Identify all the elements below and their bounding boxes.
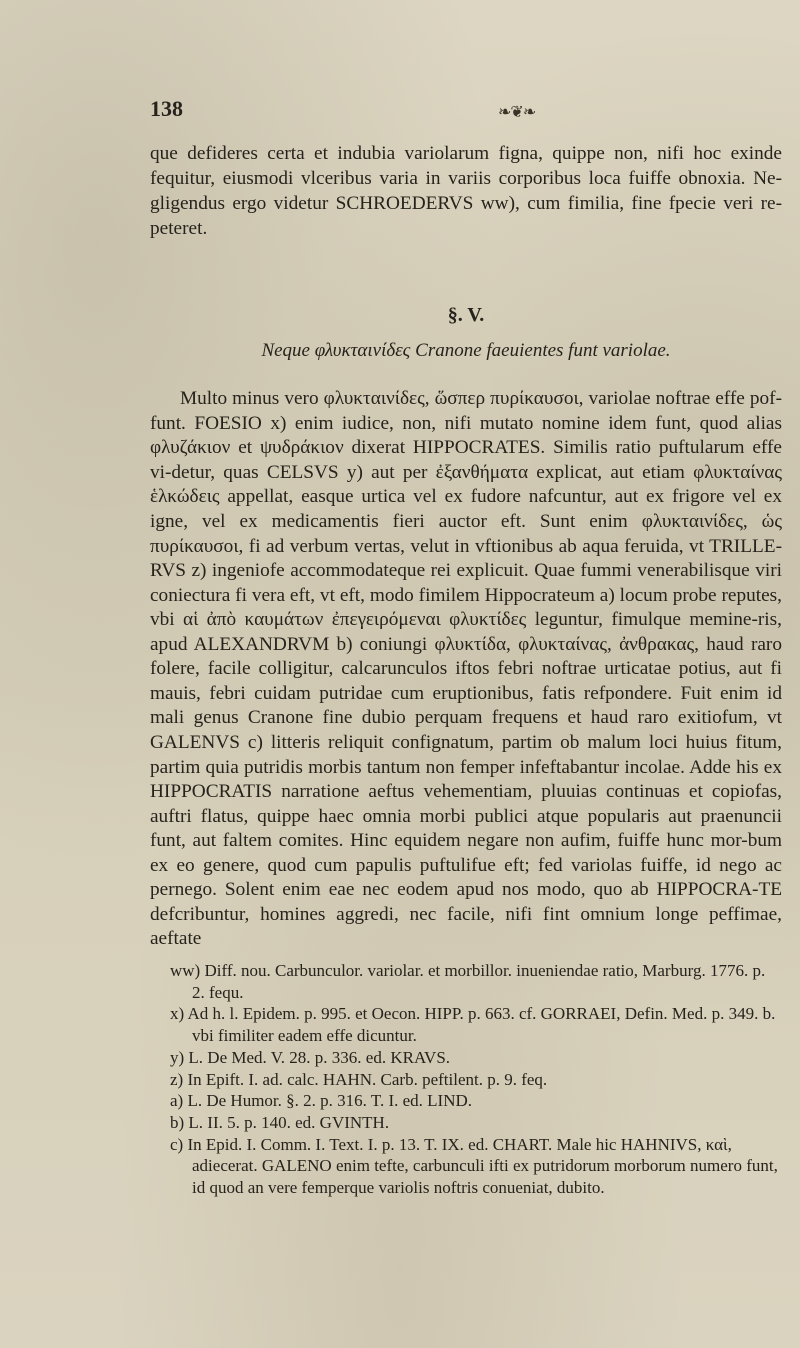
footnote: x) Ad h. l. Epidem. p. 995. et Oecon. HIPP. p. 663. cf. GORRAEI, Defin. Med. p. 349. b. vbi fimiliter eadem effe dicuntur. — [170, 1004, 776, 1046]
footnote: c) In Epid. I. Comm. I. Text. I. p. 13. T. IX. ed. CHART. Male hic HAHNIVS, καὶ, adiecerat. GALENO enim tefte, carbunculi ifti ex putridorum morborum numero funt, id quod an vere femperque variolis noftris conueniat, dubito. — [170, 1134, 778, 1198]
footnote: z) In Epift. I. ad. calc. HAHN. Carb. peftilent. p. 9. feq. — [170, 1069, 548, 1089]
intro-paragraph — [150, 142, 782, 242]
section-number: §. V. — [447, 304, 485, 326]
page-header — [150, 96, 770, 126]
section-body-text: Multo minus vero φλυκταινίδες, ὥσπερ πυρίκαυσοι, variolae noftrae effe pof-funt. FOESIO x) enim iudice, non, nifi mutato nomine idem funt, quod alias φλυζάκιον et ψυδράκιον dixerat HIPPOCRATES. Similis ratio puftularum effe vi-detur, quas CELSVS y) aut per ἐξανθήματα explicat, aut etiam φλυκταίνας ἑλκώδεις appellat, easque urtica vel ex fudore nafcuntur, aut ex frigore vel ex igne, vel ex medicamentis fieri auctor eft. Sunt enim φλυκταινίδες, ὡς πυρίκαυσοι, fi ad verbum vertas, velut in vftionibus ab aqua feruida, vt TRILLE-RVS z) ingeniofe accommodateque rei explicuit. Quae fummi venerabilisque viri coniectura fi vera eft, vt eft, modo fimilem Hippocrateum a) locum probe reputes, vbi αἱ ἀπὸ καυμάτων ἐπεγειρόμεναι φλυκτίδες leguntur, fimulque memine-ris, apud ALEXANDRVM b) coniungi φλυκτίδα, φλυκταίνας, ἀνθρακας, haud raro folere, facile colligitur, calcarunculos iftos febri noftrae urticatae potius, aut fi mauis, febri cuidam putridae cum eruptionibus, fatis refpondere. Fuit enim id mali genus Cranone fine dubio perquam frequens et haud raro exitiofum, vt GALENVS c) litteris reliquit confignatum, partim ob malum loci huius fitum, partim quia putridis morbis tantum non femper infeftabantur incolae. Adde his ex HIPPOCRATIS narratione aeftus vehementiam, pluuias continuas et copiofas, auftri flatus, quippe haec omnia morbi publici atque popularis aut praenuncii funt, aut faltem comites. Hinc equidem negare non aufim, fuiffe hunc mor-bum ex eo genere, quod cum papulis puftulifue eft; fed variolas fuiffe, id nego ac pernego. Solent enim eae nec eodem apud nos modo, quo ab HIPPOCRA-TE defcribuntur, homines aggredi, nec facile, nifi fint omnium longe peffimae, aeftate — [150, 388, 782, 950]
footnote: a) L. De Humor. §. 2. p. 316. T. I. ed. LIND. — [170, 1091, 473, 1111]
footnotes — [170, 960, 782, 1199]
footnote: ww) Diff. nou. Carbunculor. variolar. et morbillor. inueniendae ratio, Marburg. 1776. p. 2. fequ. — [170, 961, 766, 1002]
page-number: 138 — [150, 96, 183, 121]
footnote: y) L. De Med. V. 28. p. 336. ed. KRAVS. — [170, 1047, 451, 1067]
intro-paragraph-text: que defideres certa et indubia variolarum figna, quippe non, nifi hoc exinde fequitur, eiusmodi vlceribus varia in variis corporibus loca fuiffe obnoxia. Ne-gligendus ergo videtur SCHROEDERVS ww), cum fimilia, fine fpecie veri re-peteret. — [150, 143, 782, 239]
section-title: Neque φλυκταινίδες Cranone faeuientes funt variolae. — [261, 340, 671, 361]
header-ornament-icon: ❧❦❧ — [498, 104, 536, 121]
section-body — [150, 368, 782, 971]
footnote: b) L. II. 5. p. 140. ed. GVINTH. — [170, 1112, 390, 1132]
